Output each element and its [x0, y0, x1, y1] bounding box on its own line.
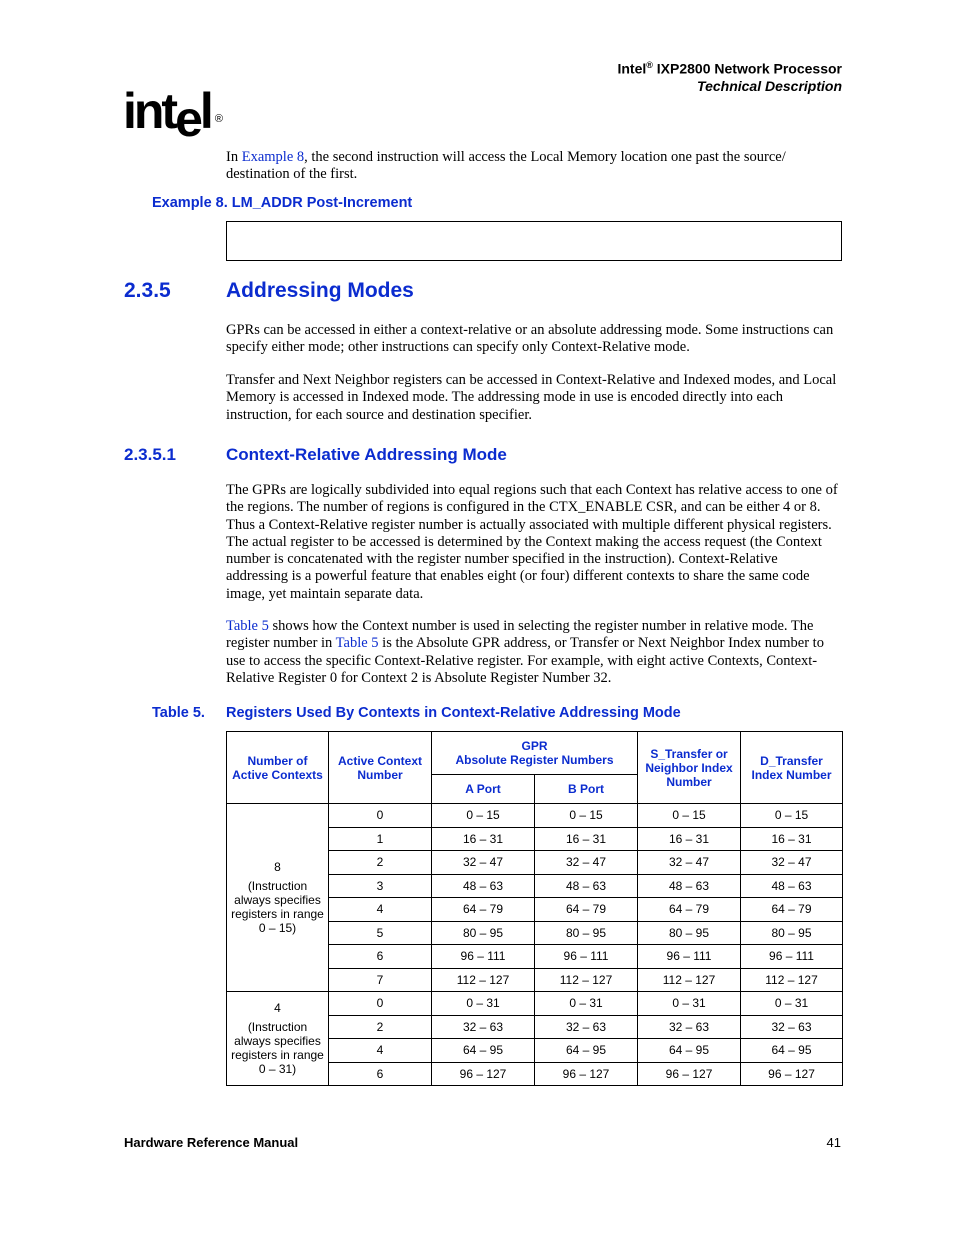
cell-b: 80 – 95 — [535, 921, 638, 945]
header-s-transfer: S_Transfer or Neighbor Index Number — [638, 732, 741, 804]
cell-a: 112 – 127 — [432, 968, 535, 992]
example-8-link[interactable]: Example 8 — [241, 149, 305, 165]
header-title — [617, 60, 842, 77]
cell-a: 96 – 127 — [432, 1062, 535, 1086]
header-product: IXP2800 Network Processor — [656, 60, 842, 77]
cell-ctx: 4 — [329, 898, 432, 922]
example-caption: Example 8. LM_ADDR Post-Increment — [152, 195, 413, 211]
cell-d: 0 – 31 — [741, 992, 843, 1016]
section-number: 2.3.5 — [124, 279, 171, 302]
cell-a: 96 – 111 — [432, 945, 535, 969]
section-title: Addressing Modes — [226, 279, 414, 302]
cell-b: 96 – 127 — [535, 1062, 638, 1086]
table-caption-number: Table 5. — [152, 705, 205, 721]
para2-text-1: shows how the Context number is used in selecting the register number in relative mode. The register number in — [226, 618, 814, 652]
cell-ctx: 2 — [329, 851, 432, 875]
header-num-contexts: Number of Active Contexts — [227, 732, 329, 804]
subsection-paragraph-1: The GPRs are logically subdivided into equal regions such that each Context has relative access to one of the regions. The number of regions is configured in the CTX_ENABLE CSR, and can be either 4 or 8. Thus a Context-Relative register number is actually associated with multiple different physical registers. The actual register to be accessed is determined by the Context making the access request (the Context number is concatenated with the register number specified in the instruction). Context-Relative addressing is a powerful feature that enables eight (or four) different contexts to share the same code image, yet maintain separate data. — [226, 482, 838, 602]
logo-text-c: l — [199, 83, 211, 139]
cell-ctx: 0 — [329, 992, 432, 1016]
intro-paragraph — [226, 149, 842, 184]
example-code-box — [226, 221, 842, 261]
header-subtitle: Technical Description — [697, 78, 842, 94]
section-paragraph-1: GPRs can be accessed in either a context-relative or an absolute addressing mode. Some instructions can specify either mode; other instructions can specify only Context-Relative mode. — [226, 322, 834, 356]
cell-a: 0 – 31 — [432, 992, 535, 1016]
cell-b: 48 – 63 — [535, 874, 638, 898]
cell-d: 32 – 63 — [741, 1015, 843, 1039]
cell-b: 32 – 63 — [535, 1015, 638, 1039]
cell-a: 64 – 95 — [432, 1039, 535, 1063]
cell-b: 0 – 15 — [535, 804, 638, 828]
table-caption — [152, 705, 681, 721]
cell-ctx: 0 — [329, 804, 432, 828]
table-5-link-2[interactable]: Table 5 — [335, 635, 379, 652]
logo-text-b: e — [175, 91, 200, 147]
table-row — [227, 992, 843, 1016]
cell-s: 0 – 15 — [638, 804, 741, 828]
cell-ctx: 3 — [329, 874, 432, 898]
subsection-paragraph-2 — [226, 618, 842, 687]
registered-mark: ® — [646, 60, 653, 70]
cell-b: 32 – 47 — [535, 851, 638, 875]
group-count: 4 — [274, 1001, 281, 1015]
cell-d: 96 – 111 — [741, 945, 843, 969]
cell-b: 112 – 127 — [535, 968, 638, 992]
header-d-transfer: D_Transfer Index Number — [741, 732, 843, 804]
cell-ctx: 1 — [329, 827, 432, 851]
cell-a: 48 – 63 — [432, 874, 535, 898]
cell-d: 80 – 95 — [741, 921, 843, 945]
para2-text-2: is the Absolute GPR address, or Transfer or Next Neighbor Index number to use to access the specific Context-Relative register. For example, with eight active Contexts, Context-Relative Register 0 for Context 2 is Absolute Register Number 32. — [226, 635, 824, 686]
cell-ctx: 7 — [329, 968, 432, 992]
cell-b: 16 – 31 — [535, 827, 638, 851]
intel-logo — [123, 83, 223, 147]
cell-s: 32 – 47 — [638, 851, 741, 875]
group-note: (Instruction always specifies registers in range 0 – 31) — [231, 1020, 324, 1076]
cell-s: 48 – 63 — [638, 874, 741, 898]
table-caption-title: Registers Used By Contexts in Context-Relative Addressing Mode — [226, 705, 681, 721]
footer-page-number: 41 — [826, 1135, 841, 1150]
header-gpr — [432, 732, 638, 775]
table-5-link-1[interactable]: Table 5 — [226, 618, 269, 634]
header-active-context: Active Context Number — [329, 732, 432, 804]
cell-d: 32 – 47 — [741, 851, 843, 875]
cell-s: 64 – 79 — [638, 898, 741, 922]
subsection-title: Context-Relative Addressing Mode — [226, 445, 507, 464]
group-cell — [227, 804, 329, 992]
group-count: 8 — [274, 860, 281, 874]
group-note: (Instruction always specifies registers in range 0 – 15) — [231, 879, 324, 935]
cell-d: 16 – 31 — [741, 827, 843, 851]
cell-a: 0 – 15 — [432, 804, 535, 828]
cell-d: 64 – 95 — [741, 1039, 843, 1063]
intro-prefix: In — [226, 149, 242, 165]
cell-a: 64 – 79 — [432, 898, 535, 922]
cell-s: 64 – 95 — [638, 1039, 741, 1063]
cell-s: 112 – 127 — [638, 968, 741, 992]
cell-d: 112 – 127 — [741, 968, 843, 992]
table-row — [227, 804, 843, 828]
header-gpr-line2: Absolute Register Numbers — [455, 753, 614, 767]
cell-s: 80 – 95 — [638, 921, 741, 945]
logo-text-a: int — [123, 83, 176, 139]
cell-s: 96 – 111 — [638, 945, 741, 969]
header-b-port: B Port — [535, 775, 638, 804]
intro-suffix: , the second instruction will access the Local Memory location one past the source/ destination of the first. — [226, 149, 786, 183]
cell-ctx: 6 — [329, 1062, 432, 1086]
subsection-number: 2.3.5.1 — [124, 445, 176, 464]
header-brand: Intel — [617, 60, 647, 77]
header-a-port: A Port — [432, 775, 535, 804]
cell-d: 48 – 63 — [741, 874, 843, 898]
cell-s: 32 – 63 — [638, 1015, 741, 1039]
cell-b: 64 – 95 — [535, 1039, 638, 1063]
header-gpr-line1: GPR — [521, 739, 548, 753]
cell-b: 96 – 111 — [535, 945, 638, 969]
footer-manual-title: Hardware Reference Manual — [124, 1135, 299, 1150]
section-paragraph-2: Transfer and Next Neighbor registers can be accessed in Context-Relative and Indexed modes, and Local Memory is accessed in Indexed mode. The addressing mode in use is encoded directly into each instruction, for each source and destination specifier. — [226, 372, 837, 423]
cell-d: 0 – 15 — [741, 804, 843, 828]
cell-d: 96 – 127 — [741, 1062, 843, 1086]
cell-a: 80 – 95 — [432, 921, 535, 945]
cell-s: 0 – 31 — [638, 992, 741, 1016]
registers-table — [226, 731, 843, 1086]
cell-b: 64 – 79 — [535, 898, 638, 922]
cell-ctx: 4 — [329, 1039, 432, 1063]
logo-registered-mark: ® — [214, 113, 223, 125]
cell-s: 16 – 31 — [638, 827, 741, 851]
cell-a: 32 – 63 — [432, 1015, 535, 1039]
cell-ctx: 5 — [329, 921, 432, 945]
cell-s: 96 – 127 — [638, 1062, 741, 1086]
cell-ctx: 6 — [329, 945, 432, 969]
cell-ctx: 2 — [329, 1015, 432, 1039]
cell-a: 32 – 47 — [432, 851, 535, 875]
cell-a: 16 – 31 — [432, 827, 535, 851]
cell-d: 64 – 79 — [741, 898, 843, 922]
group-cell — [227, 992, 329, 1086]
cell-b: 0 – 31 — [535, 992, 638, 1016]
